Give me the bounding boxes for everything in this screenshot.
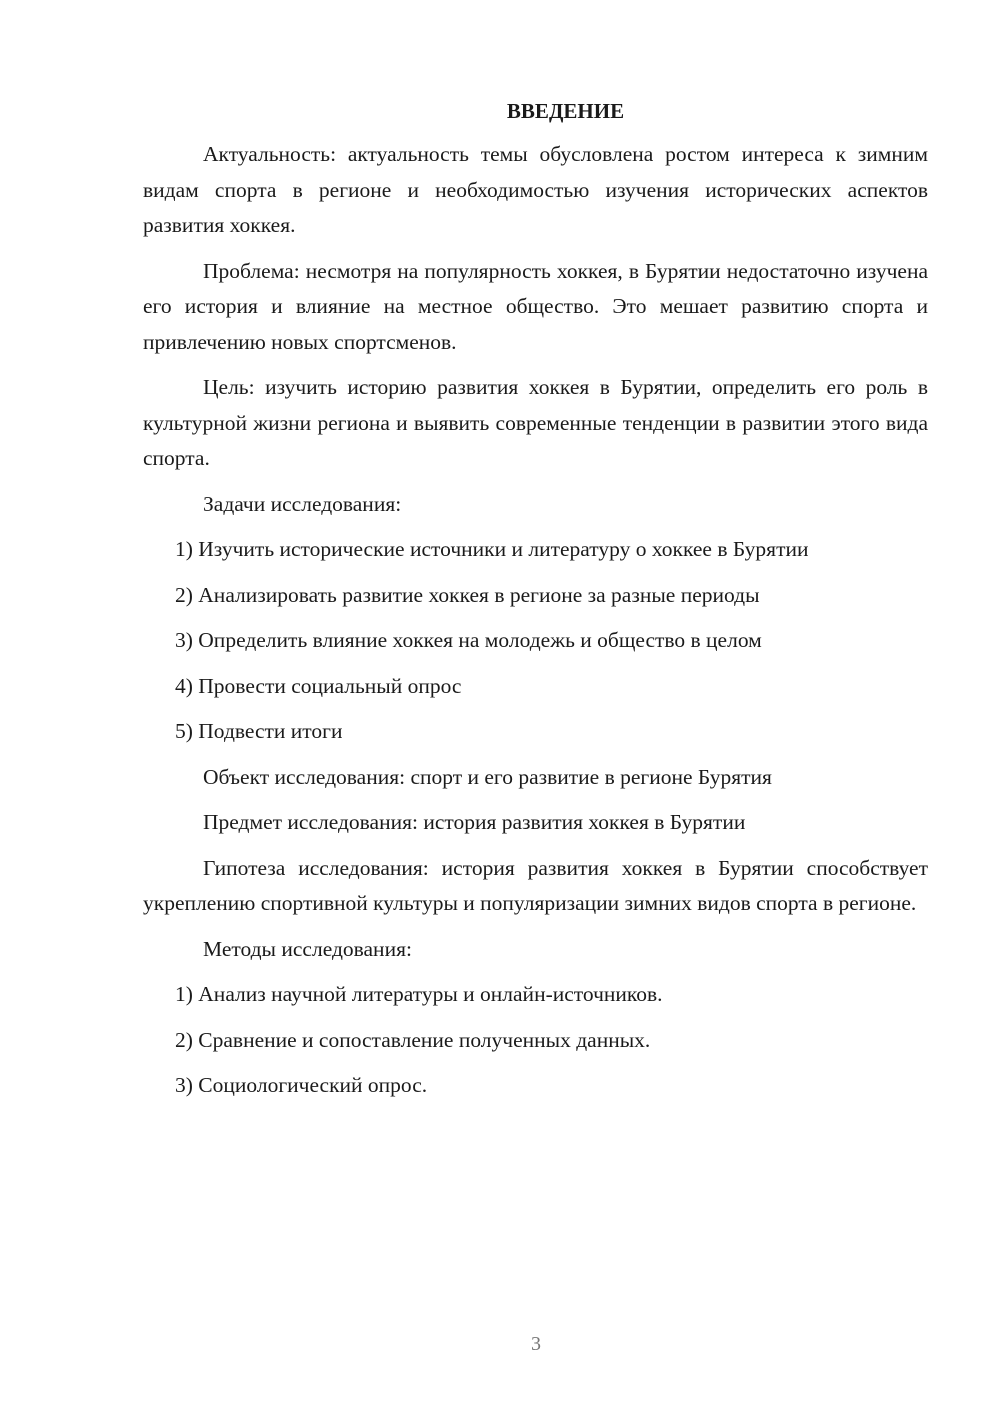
paragraph-subject: Предмет исследования: история развития хоккея в Бурятии — [203, 810, 746, 834]
section-title: ВВЕДЕНИЕ — [506, 99, 625, 123]
page-number: 3 — [531, 1333, 541, 1355]
list-item: 1) Анализ научной литературы и онлайн-источников. — [175, 982, 663, 1006]
paragraph-methods-heading: Методы исследования: — [203, 936, 412, 961]
list-item: 5) Подвести итоги — [175, 719, 343, 743]
document-page — [143, 93, 928, 1114]
list-item: 3) Социологический опрос. — [175, 1073, 428, 1097]
list-item: 2) Сравнение и сопоставление полученных данных. — [175, 1027, 651, 1052]
paragraph-relevance: Актуальность: актуальность темы обусловлена ростом интереса к зимним видам спорта в регионе и необходимостью изучения исторических аспектов развития хоккея. — [143, 142, 928, 237]
paragraph-hypothesis: Гипотеза исследования: история развития хоккея в Бурятии способствует укреплению спортивной культуры и популяризации зимних видов спорта в регионе. — [143, 855, 928, 915]
paragraph-object: Объект исследования: спорт и его развитие в регионе Бурятия — [203, 764, 772, 789]
paragraph-tasks-heading: Задачи исследования: — [203, 491, 402, 516]
list-item: 1) Изучить исторические источники и литературу о хоккее в Бурятии — [175, 537, 809, 561]
list-item: 2) Анализировать развитие хоккея в регионе за разные периоды — [175, 582, 760, 607]
paragraph-goal: Цель: изучить историю развития хоккея в Бурятии, определить его роль в культурной жизни региона и выявить современные тенденции в развитии этого вида спорта. — [143, 375, 928, 470]
paragraph-problem: Проблема: несмотря на популярность хоккея, в Бурятии недостаточно изучена его история и влияние на местное общество. Это мешает развитию спорта и привлечению новых спортсменов. — [143, 258, 928, 354]
methods-list — [143, 977, 928, 1104]
tasks-list — [143, 532, 928, 750]
list-item: 3) Определить влияние хоккея на молодежь и общество в целом — [175, 628, 762, 652]
list-item: 4) Провести социальный опрос — [175, 673, 462, 698]
